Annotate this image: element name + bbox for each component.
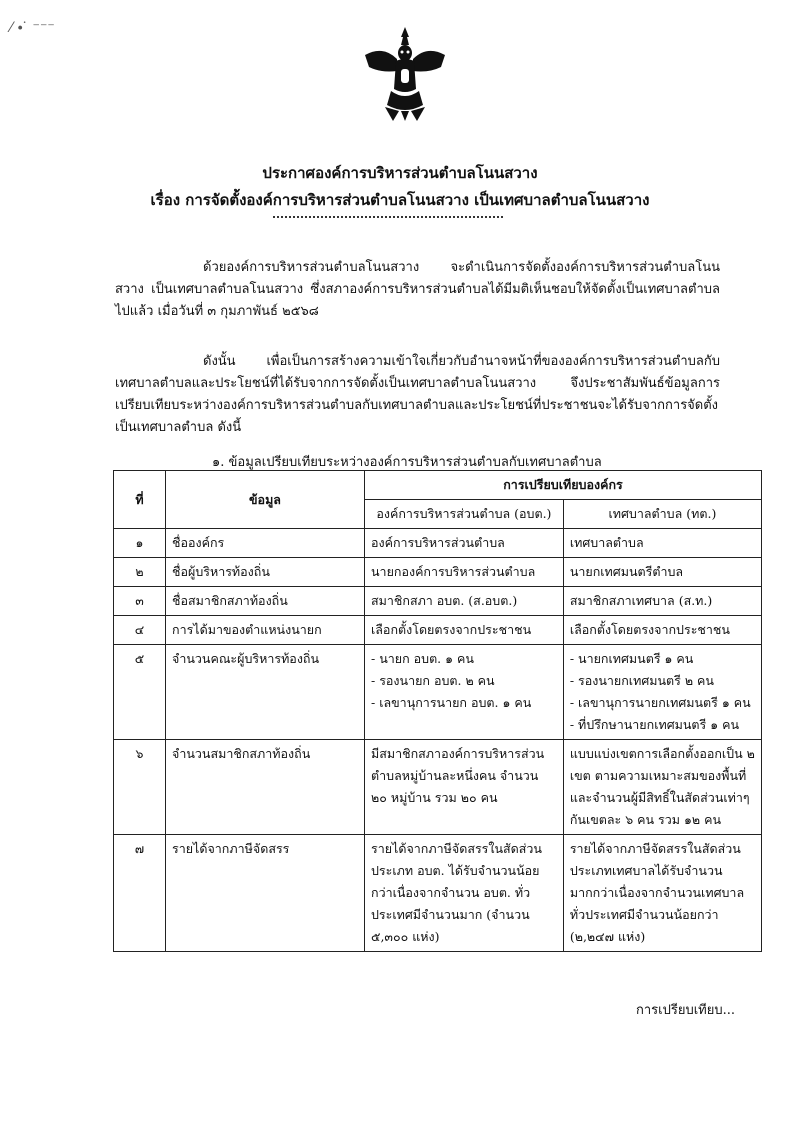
row-aobt: มีสมาชิกสภาองค์การบริหารส่วนตำบลหมู่บ้านละหนึ่งคน จำนวน ๒๐ หมู่บ้าน รวม ๒๐ คน (365, 740, 564, 835)
table-row (114, 616, 762, 645)
row-topic: ชื่อผู้บริหารท้องถิ่น (166, 558, 365, 587)
row-no: ๔ (114, 616, 166, 645)
row-no: ๑ (114, 529, 166, 558)
table-row (114, 529, 762, 558)
row-aobt: สมาชิกสภา อบต. (ส.อบต.) (365, 587, 564, 616)
table-row (114, 835, 762, 952)
paragraph-1: ด้วยองค์การบริหารส่วนตำบลโนนสวาง จะดำเนินการจัดตั้งองค์การบริหารส่วนตำบลโนนสวาง เป็นเทศบาลตำบลโนนสวาง ซึ่งสภาองค์การบริหารส่วนตำบลได้มีมติเห็นชอบให้จัดตั้งเป็นเทศบาลตำบลไปแล้ว เมื่อวันที่ ๓ กุมภาพันธ์ ๒๕๖๘ (115, 260, 720, 319)
header-aobt: องค์การบริหารส่วนตำบล (อบต.) (365, 500, 564, 529)
row-tt (563, 645, 761, 740)
paragraph-2: ดังนั้น เพื่อเป็นการสร้างความเข้าใจเกี่ยวกับอำนาจหน้าที่ขององค์การบริหารส่วนตำบลกับเทศบาลตำบลและประโยชน์ที่ได้รับจากการจัดตั้งเป็นเทศบาลตำบลโนนสวาง จึงประชาสัมพันธ์ข้อมูลการเปรียบเทียบระหว่างองค์การบริหารส่วนตำบลกับเทศบาลตำบลและประโยชน์ที่ประชาชนจะได้รับจากการจัดตั้งเป็นเทศบาลตำบล ดังนี้ (115, 354, 720, 435)
header-topic: ข้อมูล (166, 471, 365, 529)
table-row (114, 558, 762, 587)
row-aobt: รายได้จากภาษีจัดสรรในสัดส่วนประเภท อบต. ได้รับจำนวนน้อยกว่าเนื่องจากจำนวน อบต. ทั่วประเทศมีจำนวนมาก (จำนวน ๕,๓๐๐ แห่ง) (365, 835, 564, 952)
row-tt-line: - ที่ปรึกษานายกเทศมนตรี ๑ คน (569, 717, 740, 732)
scan-marks: ⁄ ∙ ̇ ⁻⁻⁻ (10, 20, 55, 36)
header-no: ที่ (114, 471, 166, 529)
row-no: ๖ (114, 740, 166, 835)
dotted-divider (273, 216, 503, 218)
comparison-table (113, 470, 762, 952)
table-row (114, 740, 762, 835)
row-topic: จำนวนคณะผู้บริหารท้องถิ่น (166, 645, 365, 740)
row-topic: รายได้จากภาษีจัดสรร (166, 835, 365, 952)
row-topic: การได้มาของตำแหน่งนายก (166, 616, 365, 645)
row-no: ๓ (114, 587, 166, 616)
row-tt: เลือกตั้งโดยตรงจากประชาชน (563, 616, 761, 645)
row-tt-line: - เลขานุการนายกเทศมนตรี ๑ คน (569, 695, 751, 710)
row-tt: เทศบาลตำบล (563, 529, 761, 558)
continuation-note: การเปรียบเทียบ... (636, 1003, 735, 1018)
row-tt: แบบแบ่งเขตการเลือกตั้งออกเป็น ๒ เขต ตามความเหมาะสมของพื้นที่และจำนวนผู้มีสิทธิ์ในสัดส่วนเท่าๆกันเขตละ ๖ คน รวม ๑๒ คน (563, 740, 761, 835)
row-tt: สมาชิกสภาเทศบาล (ส.ท.) (563, 587, 761, 616)
row-tt-line: - นายกเทศมนตรี ๑ คน (569, 651, 694, 666)
row-topic: ชื่อสมาชิกสภาท้องถิ่น (166, 587, 365, 616)
row-aobt-line: - เลขานุการนายก อบต. ๑ คน (371, 695, 532, 710)
row-aobt: องค์การบริหารส่วนตำบล (365, 529, 564, 558)
row-no: ๕ (114, 645, 166, 740)
row-aobt-line: - นายก อบต. ๑ คน (371, 651, 474, 666)
row-no: ๗ (114, 835, 166, 952)
header-compare: การเปรียบเทียบองค์กร (365, 471, 762, 500)
announcement-title: ประกาศองค์การบริหารส่วนตำบลโนนสวาง (262, 164, 538, 182)
row-topic: ชื่อองค์กร (166, 529, 365, 558)
row-aobt (365, 645, 564, 740)
row-topic: จำนวนสมาชิกสภาท้องถิ่น (166, 740, 365, 835)
row-no: ๒ (114, 558, 166, 587)
table-caption: ๑. ข้อมูลเปรียบเทียบระหว่างองค์การบริหารส่วนตำบลกับเทศบาลตำบล (212, 455, 602, 470)
table-row (114, 645, 762, 740)
header-tt: เทศบาลตำบล (ทต.) (563, 500, 761, 529)
table-row (114, 587, 762, 616)
row-tt-line: - รองนายกเทศมนตรี ๒ คน (569, 673, 714, 688)
announcement-subject: เรื่อง การจัดตั้งองค์การบริหารส่วนตำบลโนนสวาง เป็นเทศบาลตำบลโนนสวาง (150, 191, 650, 209)
garuda-emblem-icon (363, 25, 447, 123)
row-aobt: นายกองค์การบริหารส่วนตำบล (365, 558, 564, 587)
row-tt: นายกเทศมนตรีตำบล (563, 558, 761, 587)
row-tt: รายได้จากภาษีจัดสรรในสัดส่วนประเภทเทศบาลได้รับจำนวนมากกว่าเนื่องจากจำนวนเทศบาลทั่วประเทศมีจำนวนน้อยกว่า (๒,๒๔๗ แห่ง) (563, 835, 761, 952)
row-aobt-line: - รองนายก อบต. ๒ คน (371, 673, 495, 688)
row-aobt: เลือกตั้งโดยตรงจากประชาชน (365, 616, 564, 645)
